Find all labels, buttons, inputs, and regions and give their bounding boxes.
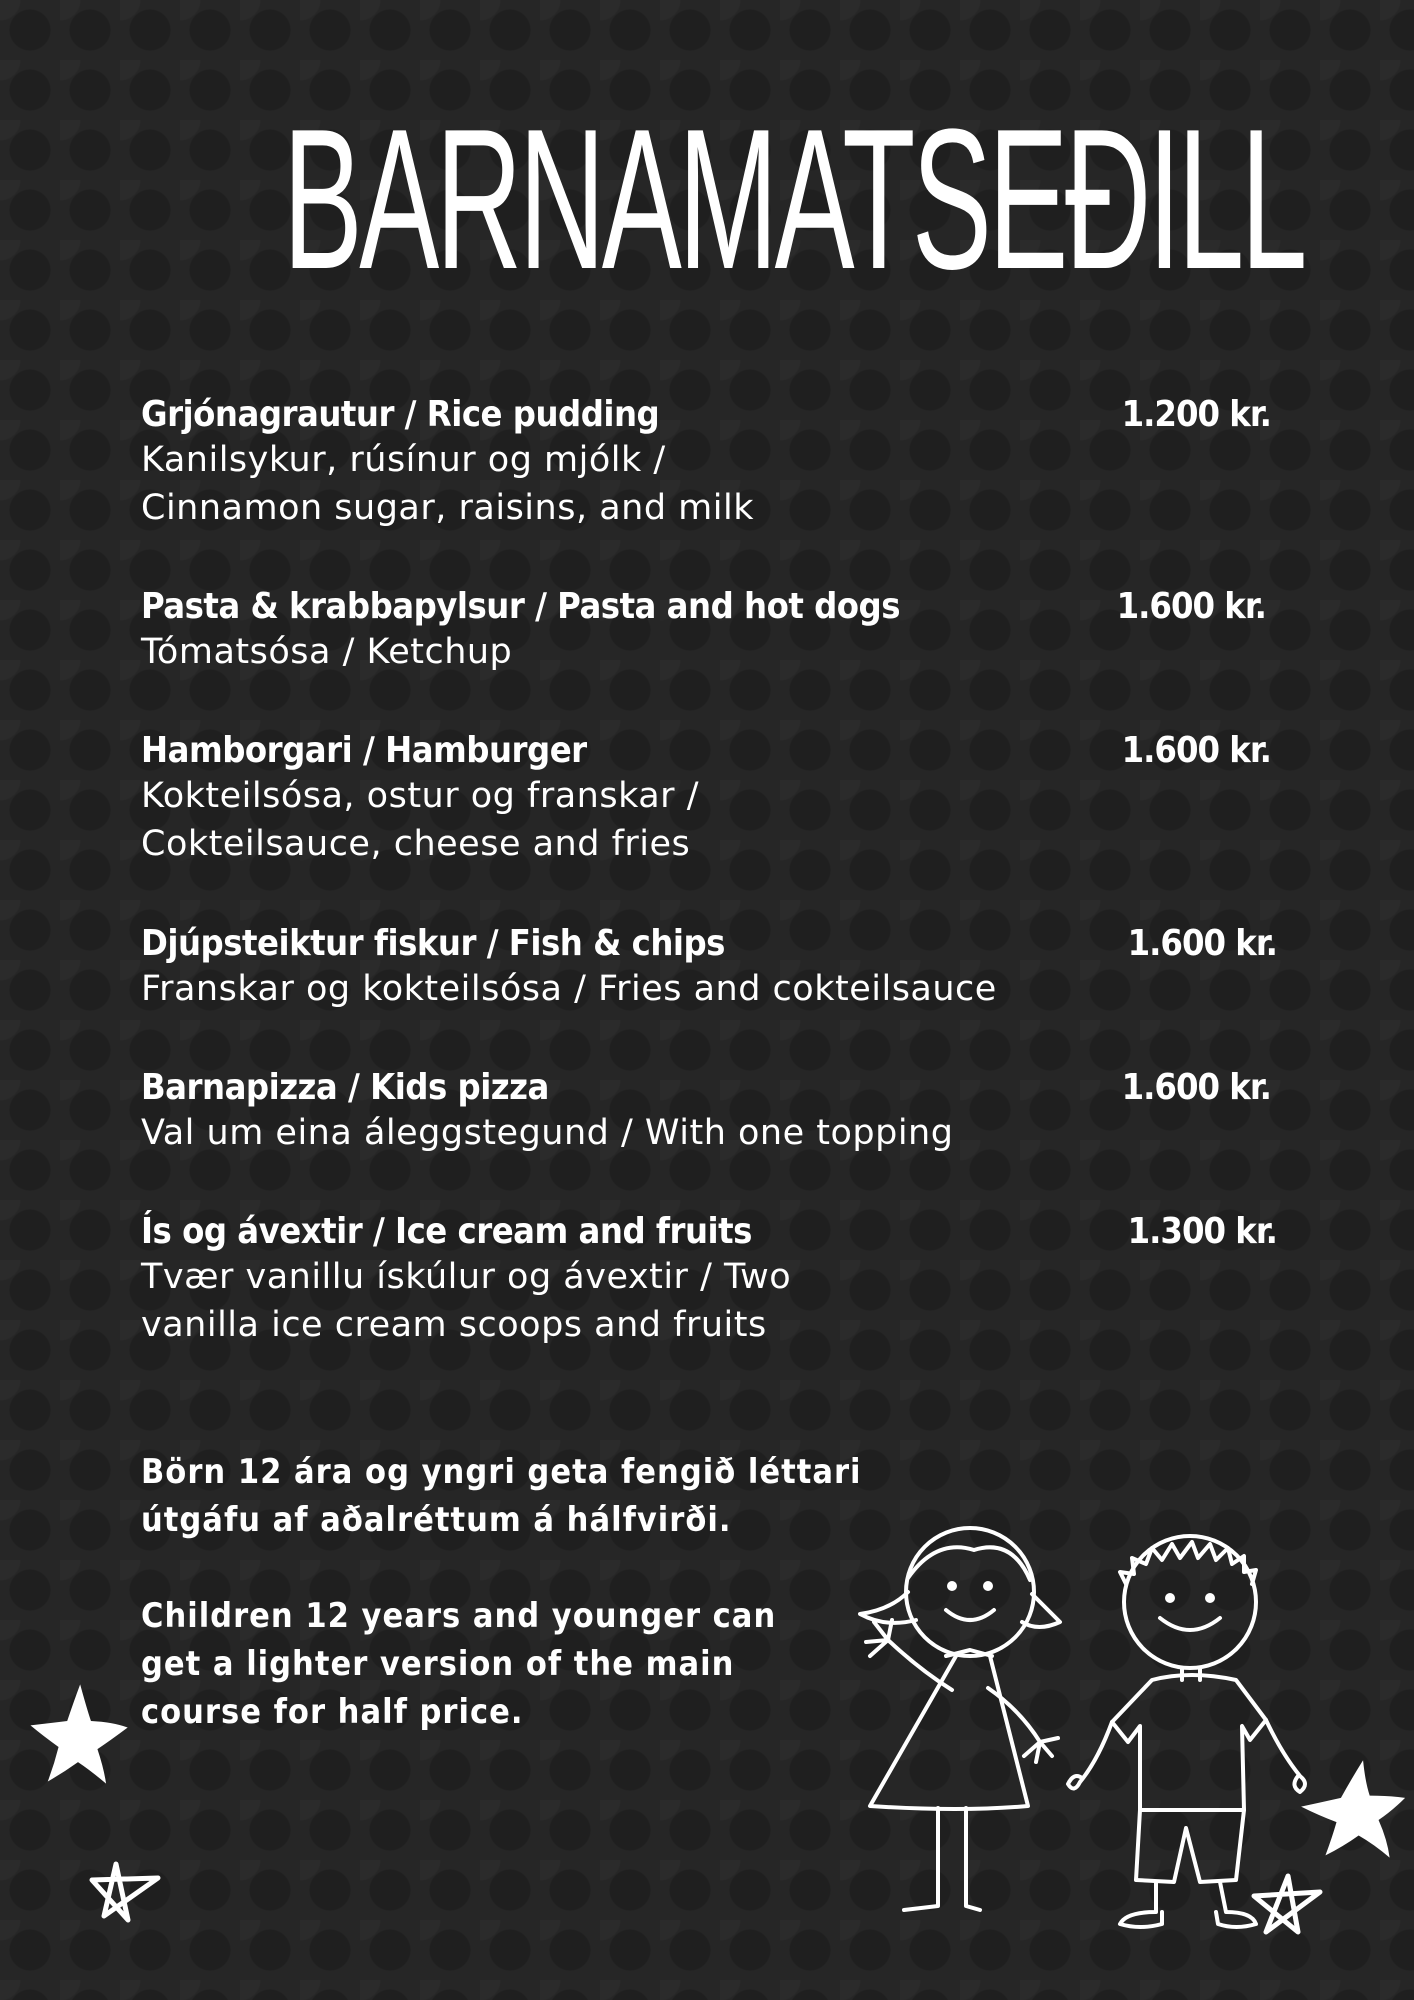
item-price: 1.300 kr. (1127, 1211, 1277, 1252)
item-name: Djúpsteiktur fiskur / Fish & chips (141, 923, 725, 964)
item-name: Pasta & krabbapylsur / Pasta and hot dogs (141, 586, 901, 627)
boy-doodle (1060, 1520, 1320, 1940)
item-price: 1.600 kr. (1116, 586, 1266, 627)
note-icelandic: Börn 12 ára og yngri geta fengið léttari útgáfu af aðalréttum á hálfvirði. (141, 1452, 862, 1540)
item-description: Kanilsykur, rúsínur og mjólk / Cinnamon sugar, raisins, and milk (141, 440, 754, 528)
item-description: Tvær vanillu ískúlur og ávextir / Two vanilla ice cream scoops and fruits (141, 1257, 792, 1345)
item-price: 1.600 kr. (1127, 923, 1277, 964)
item-description: Val um eina áleggstegund / With one topping (141, 1113, 954, 1153)
item-description: Kokteilsósa, ostur og franskar / Cokteilsauce, cheese and fries (141, 776, 699, 864)
item-description: Tómatsósa / Ketchup (141, 632, 513, 672)
note-english: Children 12 years and younger can get a lighter version of the main course for half price. (141, 1596, 777, 1732)
item-description: Franskar og kokteilsósa / Fries and cokteilsauce (141, 969, 997, 1009)
item-price: 1.600 kr. (1121, 1067, 1271, 1108)
item-name: Grjónagrautur / Rice pudding (141, 394, 660, 435)
item-name: Barnapizza / Kids pizza (141, 1067, 549, 1108)
item-price: 1.600 kr. (1121, 730, 1271, 771)
item-name: Ís og ávextir / Ice cream and fruits (141, 1211, 752, 1252)
star-icon (24, 1680, 132, 1788)
menu-title: BARNAMATSEÐILL (282, 88, 1304, 311)
item-name: Hamborgari / Hamburger (141, 730, 587, 771)
item-price: 1.200 kr. (1121, 394, 1271, 435)
star-outline-icon (86, 1858, 166, 1930)
girl-doodle (840, 1510, 1070, 1920)
